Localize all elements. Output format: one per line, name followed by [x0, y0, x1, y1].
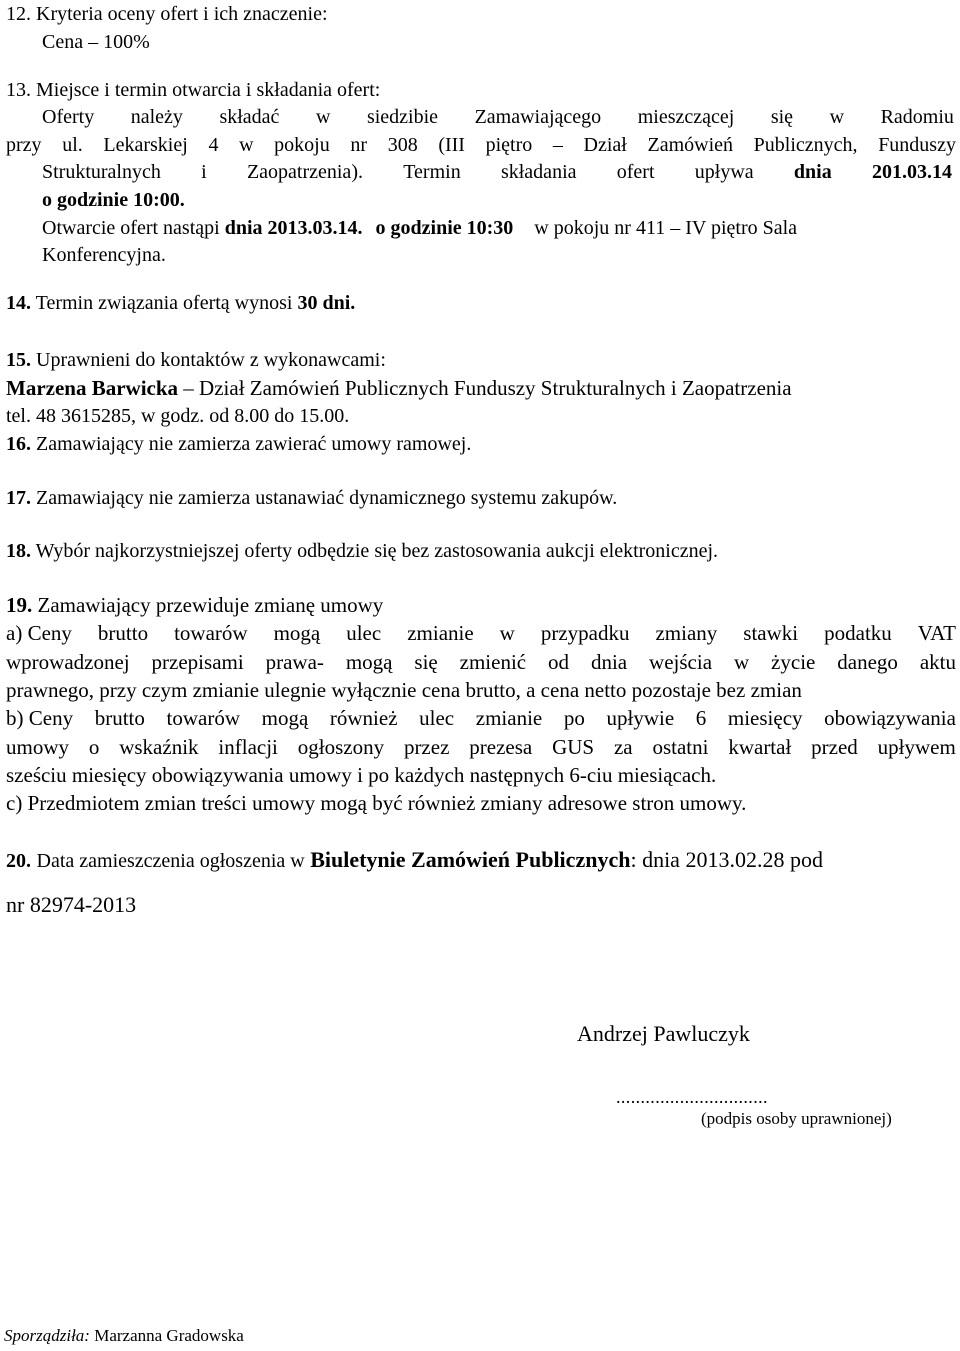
word: 308: [387, 134, 418, 156]
word: upływie: [606, 706, 675, 730]
word: obowiązywania: [824, 706, 956, 730]
word: –: [552, 134, 563, 156]
word: umowy: [6, 735, 69, 759]
clause-c: c) Przedmiotem zmian treści umowy mogą być również zmiany adresowe stron umowy.: [6, 791, 747, 815]
section-18-number: 18.: [6, 540, 31, 562]
section-19-heading: [6, 593, 383, 617]
word: od: [548, 650, 570, 674]
word: 4: [208, 134, 219, 156]
word: ul.: [62, 134, 83, 156]
word: aktu: [919, 650, 956, 674]
word: o: [88, 735, 100, 759]
word: ogłoszony: [297, 735, 385, 759]
word: Termin: [403, 161, 461, 183]
prepared-by-name: Marzanna Gradowska: [94, 1326, 244, 1345]
word: prawa-: [265, 650, 324, 674]
section-15-contact: [6, 376, 792, 400]
word: nr: [350, 134, 368, 156]
word: zmianie: [475, 706, 543, 730]
word: pokoju: [274, 134, 330, 156]
word: brutto: [97, 621, 149, 645]
section-14-days: 30 dni.: [297, 292, 356, 314]
word: Dział: [583, 134, 627, 156]
word: składania: [500, 161, 577, 183]
section-17: [6, 486, 617, 510]
signature-caption: (podpis osoby uprawnionej): [701, 1109, 892, 1128]
prepared-by: [4, 1324, 244, 1348]
section-20-bulletin: Biuletynie Zamówień Publicznych: [310, 847, 631, 872]
word: ulec: [346, 621, 382, 645]
signatory-name: Andrzej Pawluczyk: [577, 1021, 750, 1046]
word: mogą: [273, 621, 321, 645]
section-16-number: 16.: [6, 433, 31, 455]
word: GUS: [552, 735, 595, 759]
word: miesięcy: [727, 706, 803, 730]
word: brutto: [94, 706, 145, 730]
contact-department: – Dział Zamówień Publicznych Funduszy Strukturalnych i Zaopatrzenia: [183, 376, 792, 400]
section-20-number-ref: nr 82974-2013: [6, 892, 137, 917]
section-17-number: 17.: [6, 487, 31, 509]
word: przy: [6, 134, 42, 156]
section-14: [6, 291, 355, 315]
section-13-line-6: Konferencyjna.: [42, 244, 166, 266]
signature-line: ...............................: [616, 1087, 768, 1107]
word: danego: [837, 650, 898, 674]
section-16: [6, 432, 471, 456]
clause-b-line-1: [6, 706, 956, 730]
section-12-criterion: Cena – 100%: [42, 31, 150, 53]
word: VAT: [917, 621, 956, 645]
word: się: [414, 650, 438, 674]
word: 201.03.14: [871, 161, 952, 183]
word: w: [829, 106, 845, 128]
section-20-line-1: [6, 848, 823, 873]
clause-a-line-2: [6, 650, 956, 674]
section-15-number: 15.: [6, 349, 31, 371]
word: w: [733, 650, 750, 674]
word: towarów: [174, 621, 248, 645]
section-15-title: Uprawnieni do kontaktów z wykonawcami:: [36, 349, 386, 371]
word: należy: [130, 106, 183, 128]
section-15-heading: [6, 348, 386, 372]
word: mieszczącej: [637, 106, 735, 128]
word: stawki: [743, 621, 799, 645]
section-13-heading: 13. Miejsce i termin otwarcia i składania ofert:: [6, 79, 381, 101]
word: Zamawiającego: [474, 106, 602, 128]
word: Publicznych,: [753, 134, 858, 156]
word: 6: [695, 706, 707, 730]
word: przypadku: [540, 621, 630, 645]
section-13-line-4: o godzinie 10:00.: [42, 189, 185, 211]
word: wprowadzonej: [6, 650, 130, 674]
word: upływa: [694, 161, 754, 183]
word: Radomiu: [880, 106, 954, 128]
word: piętro: [485, 134, 533, 156]
section-13-line-1: [42, 105, 954, 129]
section-13-line-2: [6, 133, 956, 157]
word: Funduszy: [878, 134, 956, 156]
section-12-heading: 12. Kryteria oceny ofert i ich znaczenie:: [6, 3, 328, 25]
section-19-number: 19.: [6, 593, 33, 617]
word: ulec: [419, 706, 455, 730]
word: towarów: [166, 706, 240, 730]
opening-date: dnia 2013.03.14.: [224, 217, 363, 239]
word: ofert: [616, 161, 655, 183]
word: inflacji: [218, 735, 278, 759]
opening-text: Otwarcie ofert nastąpi: [42, 217, 220, 239]
section-17-text: Zamawiający nie zamierza ustanawiać dynamicznego systemu zakupów.: [36, 487, 618, 509]
clause-a-line-1: [6, 621, 956, 645]
word: przed: [811, 735, 858, 759]
word: zmienić: [459, 650, 527, 674]
word: ostatni: [652, 735, 709, 759]
word: b) Ceny: [6, 706, 74, 730]
section-18-text: Wybór najkorzystniejszej oferty odbędzie się bez zastosowania aukcji elektronicznej.: [35, 540, 719, 562]
word: za: [613, 735, 633, 759]
word: Oferty: [42, 106, 95, 128]
word: podatku: [824, 621, 892, 645]
word: dnia: [793, 161, 832, 183]
word: po: [563, 706, 585, 730]
word: życie: [771, 650, 816, 674]
section-13-line-3: [42, 160, 952, 184]
word: się: [770, 106, 794, 128]
word: Lekarskiej: [103, 134, 188, 156]
word: zmiany: [655, 621, 718, 645]
word: Strukturalnych: [42, 161, 161, 183]
word: w: [239, 134, 254, 156]
word: składać: [219, 106, 280, 128]
section-16-text: Zamawiający nie zamierza zawierać umowy ramowej.: [36, 433, 472, 455]
word: w: [315, 106, 331, 128]
word: zmianie: [407, 621, 474, 645]
section-20-date: : dnia 2013.02.28 pod: [630, 847, 823, 872]
word: (III: [438, 134, 465, 156]
section-20-text: Data zamieszczenia ogłoszenia w: [36, 850, 305, 872]
word: kwartał: [728, 735, 792, 759]
word: również: [329, 706, 398, 730]
section-14-text: Termin związania ofertą wynosi: [35, 292, 293, 314]
word: upływem: [877, 735, 956, 759]
opening-room: w pokoju nr 411 – IV piętro Sala: [534, 217, 798, 239]
prepared-by-label: Sporządziła:: [4, 1326, 90, 1345]
opening-time: o godzinie 10:30: [375, 217, 514, 239]
word: wejścia: [649, 650, 713, 674]
clause-b-line-3: sześciu miesięcy obowiązywania umowy i po każdych następnych 6-ciu miesiącach.: [6, 763, 717, 787]
section-13-line-5: [42, 216, 954, 240]
contact-name: Marzena Barwicka: [6, 376, 179, 400]
section-19-title: Zamawiający przewiduje zmianę umowy: [37, 593, 384, 617]
word: prezesa: [469, 735, 533, 759]
word: a) Ceny: [6, 621, 72, 645]
word: w: [499, 621, 515, 645]
word: i: [201, 161, 207, 183]
clause-a-line-3: prawnego, przy czym zmianie ulegnie wyłącznie cena brutto, a cena netto pozostaje bez zmian: [6, 678, 802, 702]
word: Zamówień: [647, 134, 734, 156]
word: Zaopatrzenia).: [246, 161, 363, 183]
section-14-number: 14.: [6, 292, 31, 314]
word: siedzibie: [366, 106, 439, 128]
word: mogą: [345, 650, 393, 674]
word: wskaźnik: [119, 735, 199, 759]
word: mogą: [261, 706, 309, 730]
word: przez: [403, 735, 450, 759]
word: przepisami: [151, 650, 244, 674]
section-15-phone: tel. 48 3615285, w godz. od 8.00 do 15.00.: [6, 405, 350, 427]
section-20-number: 20.: [6, 850, 31, 872]
clause-b-line-2: [6, 735, 956, 759]
section-18: [6, 539, 718, 563]
word: dnia: [590, 650, 628, 674]
